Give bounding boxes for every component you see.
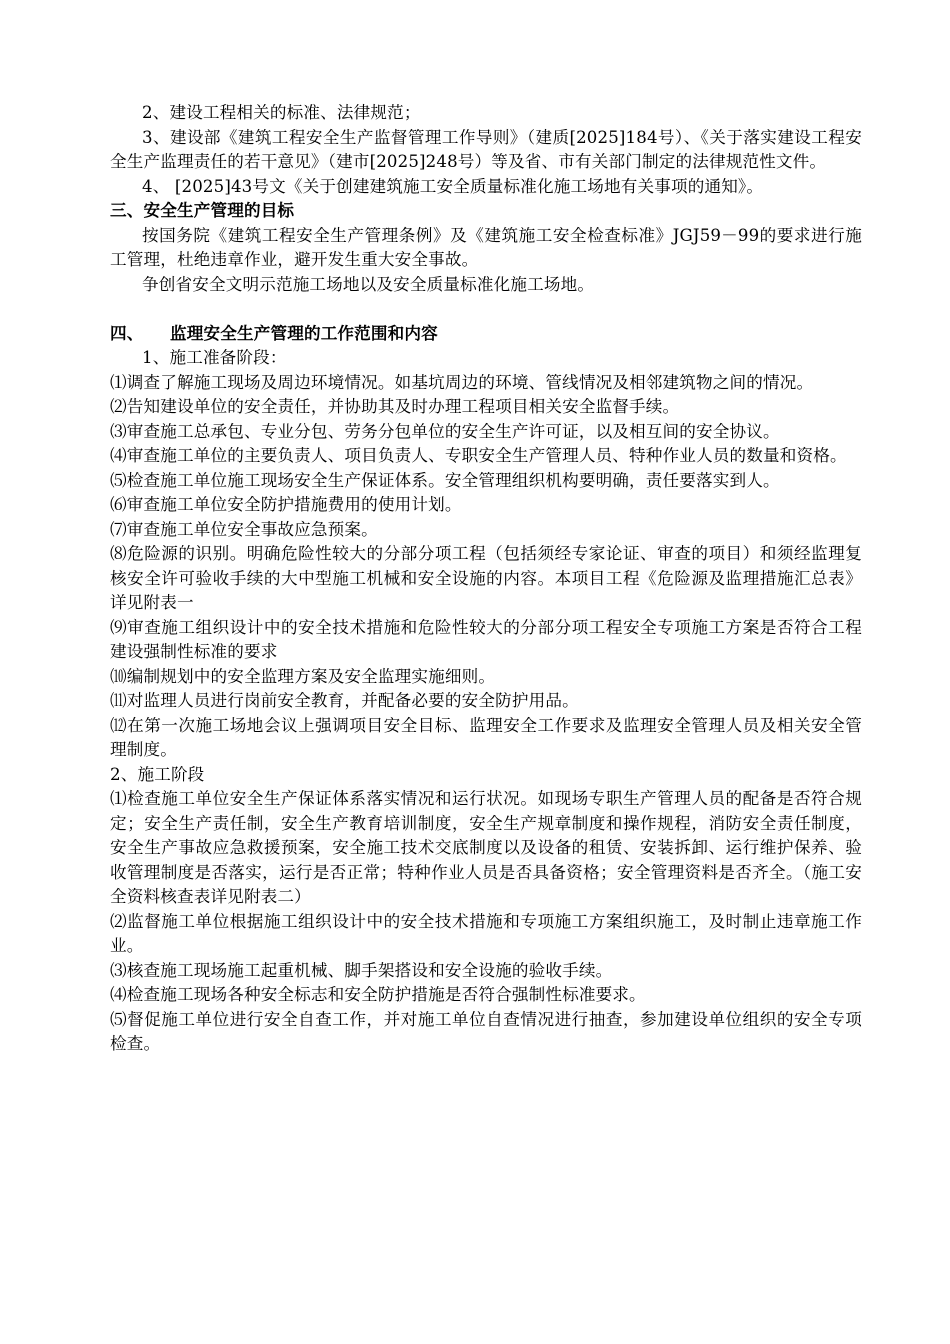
- section-3-paragraph-2: 争创省安全文明示范施工场地以及安全质量标准化施工场地。: [142, 274, 595, 294]
- stage-1-item: ⑶审查施工总承包、专业分包、劳务分包单位的安全生产许可证，以及相互间的安全协议。: [110, 421, 780, 441]
- stage-2-title: 2、施工阶段: [110, 764, 205, 784]
- stage-1-item: ⑵告知建设单位的安全责任，并协助其及时办理工程项目相关安全监督手续。: [110, 397, 680, 416]
- stage-1-item: ⑼审查施工组织设计中的安全技术措施和危险性较大的分部分项工程安全专项施工方案是否符合工程建设强制性标准的要求: [110, 617, 862, 661]
- stage-2-item: ⑶核查施工现场施工起重机械、脚手架搭设和安全设施的验收手续。: [110, 960, 613, 980]
- stage-2-item: ⑴检查施工单位安全生产保证体系落实情况和运行状况。如现场专职生产管理人员的配备是否符合规定；安全生产责任制，安全生产教育培训制度，安全生产规章制度和操作规程，消防安全责任制度，安全生产事故应急救援预案，安全施工技术交底制度以及设备的租赁、安装拆卸、运行维护保养、验收管理制度是否落实，运行是否正常；特种作业人员是否具备资格；安全管理资料是否齐全。（施工安全资料核查表详见附表二）: [110, 789, 862, 906]
- basis-item-3: 3、建设部《建筑工程安全生产监督管理工作导则》（建质[2025]184号）、《关于落实建设工程安全生产监理责任的若干意见》（建市[2025]248号）等及省、市有关部门制定的法律规范性文件。: [110, 127, 862, 171]
- document-page: [110, 101, 862, 1057]
- stage-1-item: ⑺审查施工单位安全事故应急预案。: [110, 519, 378, 539]
- basis-item-4: 4、 [2025]43号文《关于创建建筑施工安全质量标准化施工场地有关事项的通知》。: [142, 176, 764, 196]
- stage-1-item: ⑸检查施工单位施工现场安全生产保证体系。安全管理组织机构要明确，责任要落实到人。: [110, 470, 780, 490]
- stage-2-item: ⑸督促施工单位进行安全自查工作，并对施工单位自查情况进行抽查，参加建设单位组织的安全专项检查。: [110, 1009, 862, 1053]
- stage-1-item: ⑾对监理人员进行岗前安全教育，并配备必要的安全防护用品。: [110, 691, 579, 710]
- section-4-heading-number: 四、: [110, 323, 144, 343]
- section-4-heading-text: 监理安全生产管理的工作范围和内容: [170, 323, 438, 343]
- section-3-paragraph-1: 按国务院《建筑工程安全生产管理条例》及《建筑施工安全检查标准》JGJ59－99的要求进行施工管理，杜绝违章作业，避开发生重大安全事故。: [110, 225, 862, 269]
- stage-1-item: ⑽编制规划中的安全监理方案及安全监理实施细则。: [110, 666, 496, 686]
- stage-1-item: ⑴调查了解施工现场及周边环境情况。如基坑周边的环境、管线情况及相邻建筑物之间的情况。: [110, 372, 814, 392]
- stage-2-item: ⑷检查施工现场各种安全标志和安全防护措施是否符合强制性标准要求。: [110, 985, 646, 1004]
- stage-1-item: ⑷审查施工单位的主要负责人、项目负责人、专职安全生产管理人员、特种作业人员的数量和资格。: [110, 446, 847, 465]
- stage-2-item: ⑵监督施工单位根据施工组织设计中的安全技术措施和专项施工方案组织施工，及时制止违章施工作业。: [110, 911, 862, 955]
- section-3-heading: 三、安全生产管理的目标: [110, 201, 295, 220]
- basis-item-2: 2、建设工程相关的标准、法律规范；: [142, 103, 421, 122]
- stage-1-item: ⑿在第一次施工场地会议上强调项目安全目标、监理安全工作要求及监理安全管理人员及相关安全管理制度。: [110, 715, 862, 759]
- stage-1-title: 1、施工准备阶段：: [142, 348, 287, 367]
- spacer: [110, 297, 862, 322]
- stage-1-item: ⑹审查施工单位安全防护措施费用的使用计划。: [110, 495, 462, 514]
- stage-1-item: ⑻危险源的识别。明确危险性较大的分部分项工程（包括须经专家论证、审查的项目）和须经监理复核安全许可验收手续的大中型施工机械和安全设施的内容。本项目工程《危险源及监理措施汇总表》详见附表一: [110, 544, 862, 612]
- section-4-heading: [110, 322, 862, 347]
